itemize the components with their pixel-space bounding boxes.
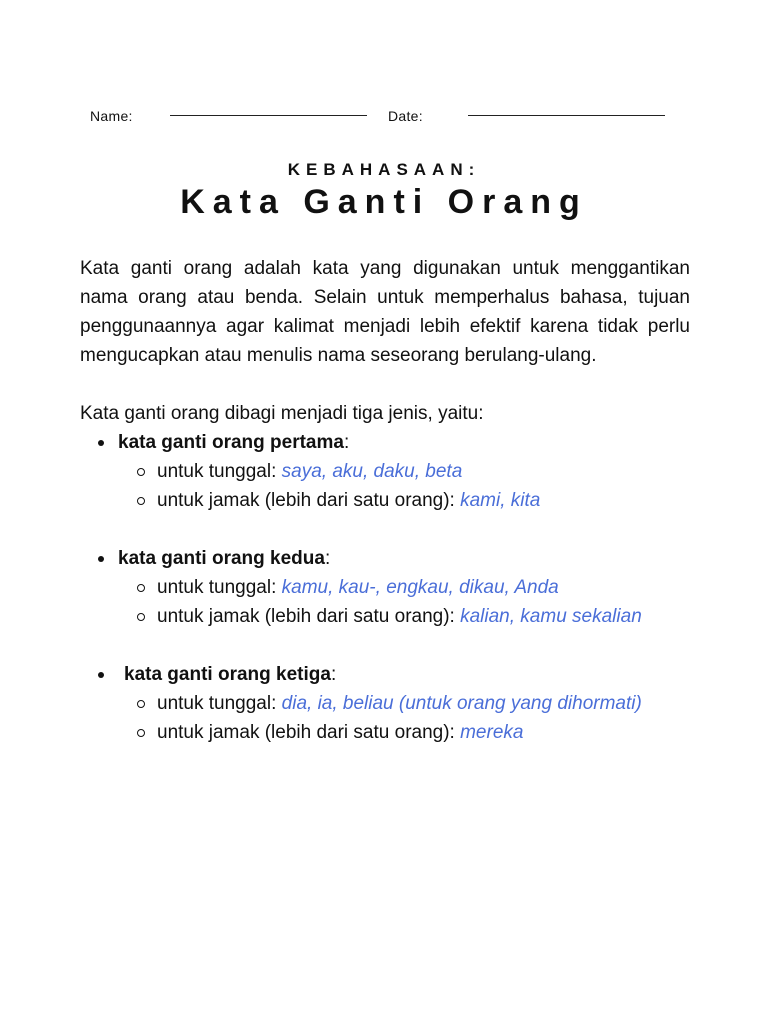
sub-item-plural	[80, 486, 690, 515]
circle-bullet-icon	[137, 613, 145, 621]
category-third-person	[80, 660, 690, 747]
name-label: Name:	[90, 108, 133, 124]
name-blank-line[interactable]	[170, 115, 367, 116]
category-colon: :	[324, 548, 331, 569]
sub-item-plural	[80, 718, 690, 747]
category-term: kata ganti orang pertama	[118, 432, 344, 453]
bullet-icon	[98, 440, 104, 446]
content-body	[80, 254, 690, 747]
category-heading	[80, 428, 690, 457]
circle-bullet-icon	[137, 468, 145, 476]
sub-item-examples: kamu, kau-, engkau, dikau, Anda	[281, 577, 559, 598]
sub-item-examples: kalian, kamu sekalian	[460, 606, 642, 627]
sub-item-label: untuk tunggal:	[157, 461, 282, 482]
intro-paragraph: Kata ganti orang adalah kata yang digunakan untuk menggantikan nama orang atau benda. Selain untuk memperhalus bahasa, tujuan penggunaannya agar kalimat menjadi lebih efektif karena tidak perlu mengucapkan atau menulis nama seseorang berulang-ulang.	[80, 258, 690, 366]
circle-bullet-icon	[137, 584, 145, 592]
category-second-person	[80, 544, 690, 631]
sub-item-label: untuk tunggal:	[157, 693, 282, 714]
circle-bullet-icon	[137, 700, 145, 708]
category-term: kata ganti orang ketiga	[124, 664, 331, 685]
category-heading	[80, 660, 690, 689]
sub-item-label: untuk jamak (lebih dari satu orang):	[157, 490, 461, 511]
sub-item-examples: dia, ia, beliau (untuk orang yang dihormati)	[281, 693, 642, 714]
name-date-row	[0, 104, 768, 128]
lead-sentence: Kata ganti orang dibagi menjadi tiga jenis, yaitu:	[80, 403, 484, 424]
category-term: kata ganti orang kedua	[118, 548, 325, 569]
category-colon: :	[330, 664, 337, 685]
sub-item-examples: mereka	[460, 722, 524, 743]
bullet-icon	[98, 672, 104, 678]
date-label: Date:	[388, 108, 423, 124]
category-first-person	[80, 428, 690, 515]
circle-bullet-icon	[137, 497, 145, 505]
page-title: Kata Ganti Orang	[180, 183, 588, 221]
category-colon: :	[343, 432, 350, 453]
sub-item-singular	[80, 689, 690, 718]
sub-item-label: untuk jamak (lebih dari satu orang):	[157, 606, 461, 627]
sub-item-examples: saya, aku, daku, beta	[281, 461, 463, 482]
sub-item-plural	[80, 602, 690, 631]
circle-bullet-icon	[137, 729, 145, 737]
sub-item-label: untuk jamak (lebih dari satu orang):	[157, 722, 461, 743]
bullet-icon	[98, 556, 104, 562]
sub-item-singular	[80, 573, 690, 602]
sub-item-examples: kami, kita	[460, 490, 541, 511]
sub-item-singular	[80, 457, 690, 486]
category-heading	[80, 544, 690, 573]
date-blank-line[interactable]	[468, 115, 665, 116]
sub-item-label: untuk tunggal:	[157, 577, 282, 598]
section-kicker: KEBAHASAAN:	[287, 160, 481, 179]
